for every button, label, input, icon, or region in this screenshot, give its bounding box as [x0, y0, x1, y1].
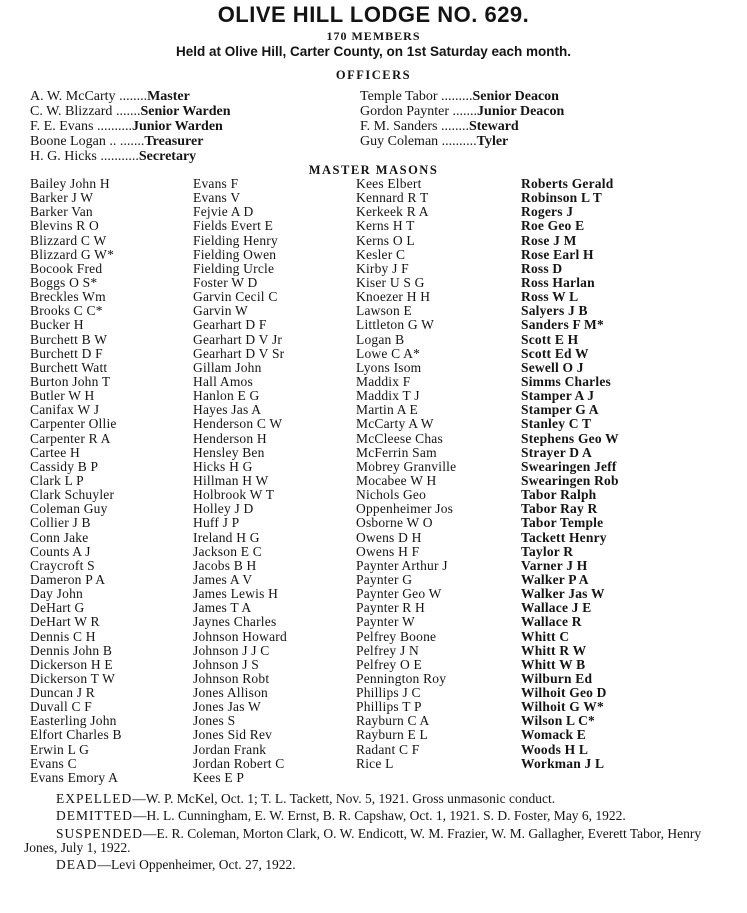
- member-name: Maddix F: [356, 373, 411, 389]
- member-name: Kesler C: [356, 246, 406, 262]
- officer-dots: .......: [449, 104, 478, 119]
- officers-left: [30, 89, 231, 164]
- member-name: Wallace J E: [521, 600, 592, 616]
- member-name: Knoezer H H: [356, 289, 431, 305]
- member-name: Hillman H W: [193, 472, 269, 488]
- officer-row: [30, 119, 231, 134]
- member-name: McCarty A W: [356, 416, 434, 432]
- officer-row: [30, 134, 231, 149]
- member-name: Rayburn C A: [356, 713, 430, 729]
- officer-row: [360, 104, 564, 119]
- member-name: Stamper G A: [521, 402, 599, 418]
- member-name: Logan B: [356, 331, 405, 347]
- member-name: Canifax W J: [30, 402, 100, 418]
- member-name: Bocook Fred: [30, 260, 103, 276]
- member-name: Sewell O J: [521, 359, 584, 375]
- member-name: Fielding Owen: [193, 246, 277, 262]
- member-name: Kirby J F: [356, 260, 409, 276]
- masons-column-3: [356, 177, 456, 771]
- member-name: Kerkeek R A: [356, 204, 429, 220]
- officer-row: [30, 104, 231, 119]
- member-name: Strayer D A: [521, 444, 592, 460]
- member-name: Robinson L T: [521, 190, 602, 206]
- member-name: Clark L P: [30, 472, 84, 488]
- member-name: Oppenheimer Jos: [356, 501, 454, 517]
- member-name: Henderson C W: [193, 416, 283, 432]
- member-name: Gearhart D V Jr: [193, 331, 283, 347]
- member-name: Mocabee W H: [356, 472, 437, 488]
- officer-dots: ..........: [93, 119, 132, 134]
- member-name: Stanley C T: [521, 416, 592, 432]
- member-name: Roberts Gerald: [521, 176, 614, 191]
- member-name: Foster W D: [193, 274, 258, 290]
- member-name: Cartee H: [30, 444, 80, 460]
- officer-row: [30, 149, 231, 164]
- expelled-note: EXPELLED—W. P. McKel, Oct. 1; T. L. Tackett, Nov. 5, 1921. Gross unmasonic conduct.: [56, 791, 556, 806]
- member-name: Ross D: [521, 260, 563, 276]
- officers-right: [360, 89, 564, 149]
- member-name: Paynter G: [356, 571, 413, 587]
- member-name: Fields Evert E: [193, 218, 274, 234]
- member-name: Hicks H G: [193, 458, 253, 474]
- member-name: Barker J W: [30, 190, 94, 206]
- member-name: Paynter Arthur J: [356, 557, 448, 573]
- member-name: Wilson L C*: [521, 713, 595, 729]
- officer-dots: ........: [437, 119, 469, 134]
- member-name: Taylor R: [521, 543, 574, 559]
- member-name: Wilburn Ed: [521, 670, 593, 686]
- member-name: Cassidy B P: [30, 458, 99, 474]
- member-name: Martin A E: [356, 402, 418, 418]
- member-name: Phillips J C: [356, 685, 421, 701]
- member-name: Rayburn E L: [356, 727, 428, 743]
- member-name: Collier J B: [30, 515, 91, 531]
- member-name: Pelfrey J N: [356, 642, 419, 658]
- member-name: Rogers J: [521, 204, 574, 220]
- officer-role: Senior Warden: [140, 104, 231, 119]
- member-name: Johnson J J C: [193, 642, 270, 658]
- member-name: Evans V: [193, 190, 241, 206]
- member-name: Johnson Robt: [193, 670, 270, 686]
- member-name: Littleton G W: [356, 317, 435, 333]
- member-name: Johnson Howard: [193, 628, 287, 644]
- member-name: Tackett Henry: [521, 529, 607, 545]
- member-name: Evans Emory A: [30, 769, 119, 785]
- member-name: Dickerson T W: [30, 670, 116, 686]
- member-name: Dameron P A: [30, 571, 106, 587]
- member-name: Hayes Jas A: [193, 402, 262, 418]
- demitted-note: DEMITTED—H. L. Cunningham, E. W. Ernst, B. R. Capshaw, Oct. 1, 1921. S. D. Foster, May 6, 1922.: [56, 808, 626, 824]
- member-name: McFerrin Sam: [356, 444, 437, 460]
- member-name: Salyers J B: [521, 303, 588, 319]
- member-name: DeHart G: [30, 600, 85, 616]
- member-name: James A V: [193, 571, 253, 587]
- member-name: Swearingen Rob: [521, 472, 619, 488]
- member-name: Conn Jake: [30, 529, 89, 545]
- member-name: Butler W H: [30, 388, 95, 404]
- member-name: Huff J P: [193, 515, 240, 531]
- member-name: Carpenter Ollie: [30, 416, 117, 432]
- member-name: Pelfrey Boone: [356, 628, 437, 644]
- officer-role: Junior Deacon: [477, 104, 565, 119]
- member-name: Jackson E C: [193, 543, 262, 559]
- member-name: Barker Van: [30, 204, 93, 220]
- officer-name: Temple Tabor: [360, 89, 438, 104]
- member-name: Burchett D F: [30, 345, 103, 361]
- officer-role: Treasurer: [144, 134, 204, 149]
- officer-name: F. E. Evans: [30, 119, 94, 134]
- member-name: Whitt C: [521, 628, 570, 644]
- member-name: Gearhart D F: [193, 317, 267, 333]
- member-name: Jones Allison: [193, 685, 268, 701]
- officer-row: [360, 134, 564, 149]
- member-name: Jones S: [193, 713, 236, 729]
- member-name: Kerns H T: [356, 218, 415, 234]
- lodge-title: OLIVE HILL LODGE NO. 629.: [217, 2, 530, 27]
- member-name: Swearingen Jeff: [521, 458, 617, 474]
- member-name: Blizzard C W: [30, 232, 107, 248]
- member-name: Hall Amos: [193, 373, 253, 389]
- member-name: Ross W L: [521, 289, 579, 305]
- member-name: Paynter R H: [356, 600, 425, 616]
- member-name: Tabor Temple: [521, 515, 604, 531]
- officer-name: Boone Logan: [30, 134, 106, 149]
- member-name: DeHart W R: [30, 614, 100, 630]
- officer-row: [30, 89, 231, 104]
- member-name: Gillam John: [193, 359, 262, 375]
- masons-column-1: [30, 177, 122, 785]
- officer-role: Junior Warden: [131, 119, 223, 134]
- member-name: Fejvie A D: [193, 204, 254, 220]
- dead-note: DEAD—Levi Oppenheimer, Oct. 27, 1922.: [56, 857, 296, 873]
- officer-dots: .......: [112, 104, 141, 119]
- member-name: Kerns O L: [356, 232, 415, 248]
- officer-name: C. W. Blizzard: [30, 104, 113, 119]
- member-name: Holley J D: [193, 501, 254, 517]
- member-name: Tabor Ralph: [521, 487, 597, 503]
- member-name: McCleese Chas: [356, 430, 443, 446]
- member-name: Lyons Isom: [356, 359, 422, 375]
- member-name: Paynter W: [356, 614, 415, 630]
- member-name: Evans F: [193, 176, 239, 191]
- member-name: Carpenter R A: [30, 430, 111, 446]
- member-name: Garvin W: [193, 303, 248, 319]
- member-name: Fielding Urcle: [193, 260, 275, 276]
- member-name: Roe Geo E: [521, 218, 585, 234]
- officer-dots: ..........: [438, 134, 477, 149]
- member-name: Wilhoit Geo D: [521, 685, 607, 701]
- member-name: Burchett B W: [30, 331, 108, 347]
- master-masons-heading: MASTER MASONS: [308, 163, 439, 177]
- officer-role: Tyler: [476, 134, 509, 149]
- member-name: Walker Jas W: [521, 586, 605, 602]
- member-name: Garvin Cecil C: [193, 289, 278, 305]
- member-name: Jones Sid Rev: [193, 727, 273, 743]
- officer-dots: .. .......: [105, 134, 145, 149]
- member-name: Workman J L: [521, 755, 605, 771]
- member-name: James Lewis H: [193, 586, 279, 602]
- member-name: Kees E P: [193, 769, 245, 785]
- member-name: Boggs O S*: [30, 274, 98, 290]
- member-name: Evans C: [30, 755, 77, 771]
- member-name: Pelfrey O E: [356, 656, 422, 672]
- member-name: Easterling John: [30, 713, 117, 729]
- officer-name: A. W. McCarty: [30, 89, 116, 104]
- member-name: Jaynes Charles: [193, 614, 277, 630]
- member-name: Bailey John H: [30, 176, 110, 191]
- member-name: Jones Jas W: [193, 699, 261, 715]
- officer-role: Secretary: [138, 149, 197, 164]
- member-name: Henderson H: [193, 430, 267, 446]
- officer-role: Steward: [468, 119, 519, 134]
- member-name: Paynter Geo W: [356, 586, 442, 602]
- officer-dots: ...........: [96, 149, 139, 164]
- member-name: Nichols Geo: [356, 487, 427, 503]
- member-name: Duvall C F: [30, 699, 93, 715]
- member-name: Sanders F M*: [521, 317, 604, 333]
- member-name: Varner J H: [521, 557, 588, 573]
- member-name: Whitt W B: [521, 656, 586, 672]
- member-name: Wilhoit G W*: [521, 699, 604, 715]
- meeting-info: Held at Olive Hill, Carter County, on 1st Saturday each month.: [175, 44, 572, 59]
- officers-heading: OFFICERS: [335, 68, 412, 82]
- masons-column-4: [521, 177, 619, 771]
- member-name: Jordan Robert C: [193, 755, 285, 771]
- member-name: Blevins R O: [30, 218, 99, 234]
- member-name: Rice L: [356, 755, 394, 771]
- member-name: Rose Earl H: [521, 246, 594, 262]
- officer-dots: .........: [437, 89, 473, 104]
- officer-name: F. M. Sanders: [360, 119, 438, 134]
- members-count: 170 MEMBERS: [326, 29, 421, 43]
- officer-name: Guy Coleman: [360, 134, 439, 149]
- suspended-note: SUSPENDED—E. R. Coleman, Morton Clark, O. W. Endicott, W. M. Frazier, W. M. Gallagher, Everett Tabor, Henry Jones, July 1, 1922.: [24, 825, 702, 855]
- member-name: Erwin L G: [30, 741, 90, 757]
- officer-name: H. G. Hicks: [30, 149, 97, 164]
- member-name: Jacobs B H: [193, 557, 257, 573]
- officer-role: Master: [147, 89, 190, 104]
- member-name: Lawson E: [356, 303, 412, 319]
- member-name: Pennington Roy: [356, 670, 447, 686]
- masons-column-2: [193, 177, 287, 785]
- member-name: Radant C F: [356, 741, 420, 757]
- member-name: Counts A J: [30, 543, 91, 559]
- member-name: Bucker H: [30, 317, 84, 333]
- member-name: Woods H L: [521, 741, 589, 757]
- member-name: Jordan Frank: [193, 741, 267, 757]
- member-name: Clark Schuyler: [30, 487, 115, 503]
- member-name: Kees Elbert: [356, 176, 422, 191]
- member-name: Craycroft S: [30, 557, 95, 573]
- member-name: Wallace R: [521, 614, 582, 630]
- member-name: Scott Ed W: [521, 345, 589, 361]
- member-name: Dennis John B: [30, 642, 113, 658]
- member-name: Blizzard G W*: [30, 246, 115, 262]
- member-name: Walker P A: [521, 571, 589, 587]
- member-name: Scott E H: [521, 331, 579, 347]
- member-name: Ireland H G: [193, 529, 260, 545]
- member-name: Elfort Charles B: [30, 727, 122, 743]
- member-name: Mobrey Granville: [356, 458, 457, 474]
- member-name: Day John: [30, 586, 83, 602]
- member-name: Gearhart D V Sr: [193, 345, 285, 361]
- officer-role: Senior Deacon: [472, 89, 559, 104]
- member-name: Burton John T: [30, 373, 111, 389]
- officer-row: [360, 89, 564, 104]
- member-name: James T A: [193, 600, 252, 616]
- member-name: Johnson J S: [193, 656, 259, 672]
- member-name: Ross Harlan: [521, 274, 595, 290]
- member-name: Duncan J R: [30, 685, 95, 701]
- member-name: Stamper A J: [521, 388, 595, 404]
- officer-row: [360, 119, 564, 134]
- officer-dots: ........: [115, 89, 148, 104]
- member-name: Hanlon E G: [193, 388, 260, 404]
- member-name: Kennard R T: [356, 190, 429, 206]
- member-name: Simms Charles: [521, 373, 611, 389]
- member-name: Brooks C C*: [30, 303, 103, 319]
- member-name: Hensley Ben: [193, 444, 265, 460]
- member-name: Rose J M: [521, 232, 577, 248]
- member-name: Phillips T P: [356, 699, 422, 715]
- member-name: Fielding Henry: [193, 232, 278, 248]
- officer-name: Gordon Paynter: [360, 104, 450, 119]
- member-name: Breckles Wm: [30, 289, 106, 305]
- member-name: Dennis C H: [30, 628, 96, 644]
- member-name: Whitt R W: [521, 642, 587, 658]
- member-name: Dickerson H E: [30, 656, 113, 672]
- member-name: Owens D H: [356, 529, 422, 545]
- member-name: Coleman Guy: [30, 501, 108, 517]
- member-name: Burchett Watt: [30, 359, 108, 375]
- member-name: Osborne W O: [356, 515, 433, 531]
- member-name: Lowe C A*: [356, 345, 421, 361]
- member-name: Maddix T J: [356, 388, 420, 404]
- member-name: Owens H F: [356, 543, 420, 559]
- member-name: Stephens Geo W: [521, 430, 619, 446]
- member-name: Womack E: [521, 727, 586, 743]
- member-name: Holbrook W T: [193, 487, 275, 503]
- membership-notes: [24, 792, 724, 875]
- member-name: Tabor Ray R: [521, 501, 598, 517]
- member-name: Kiser U S G: [356, 274, 425, 290]
